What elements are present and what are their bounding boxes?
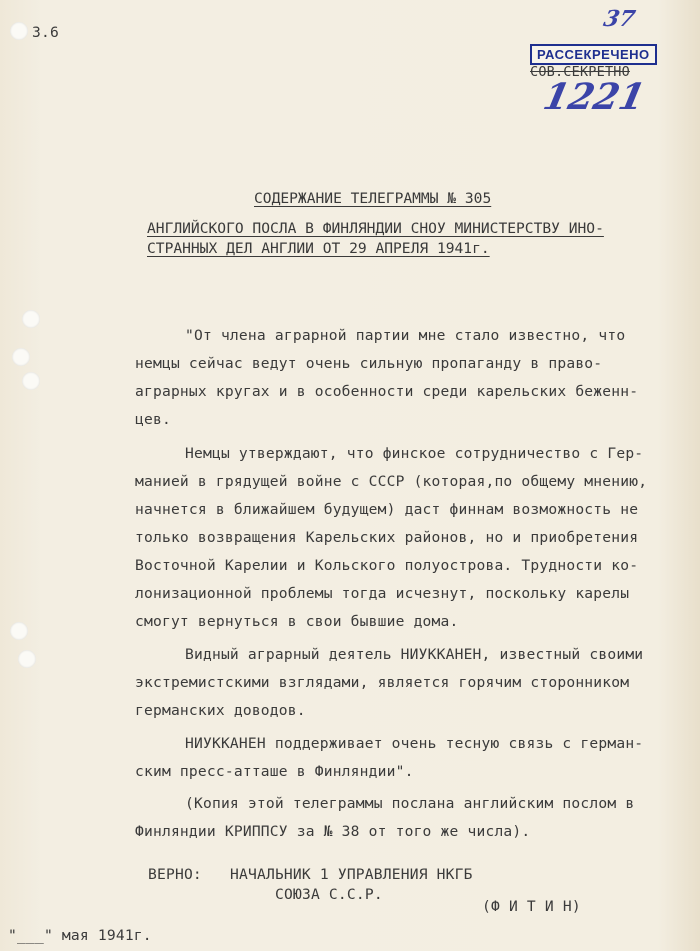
body-line: манией в грядущей войне с СССР (которая,по общему мнению, xyxy=(135,473,648,490)
signature-name: (Ф И Т И Н) xyxy=(482,898,581,915)
body-line: Немцы утверждают, что финское сотрудничество с Гер- xyxy=(185,445,644,462)
body-line: Финляндии КРИППСУ за № 38 от того же числа). xyxy=(135,823,531,840)
handwritten-registration-number: 1221 xyxy=(539,76,649,118)
punch-hole xyxy=(18,650,36,668)
body-line: смогут вернуться в свои бывшие дома. xyxy=(135,613,459,630)
body-line: Восточной Карелии и Кольского полуострова. Трудности ко- xyxy=(135,557,639,574)
body-line: НИУККАНЕН поддерживает очень тесную связь с герман- xyxy=(185,735,644,752)
date-line: "___" мая 1941г. xyxy=(8,927,152,944)
classification-label: СОВ.СЕКРЕТНО xyxy=(530,64,630,80)
body-line: ским пресс-атташе в Финляндии". xyxy=(135,763,414,780)
page-number: 3.6 xyxy=(32,24,59,41)
punch-hole xyxy=(10,622,28,640)
body-line: немцы сейчас ведут очень сильную пропаганду в право- xyxy=(135,355,603,372)
punch-hole xyxy=(10,22,28,40)
signature-position-line-2: СОЮЗА С.С.Р. xyxy=(275,886,383,903)
declassified-stamp: РАССЕКРЕЧЕНО xyxy=(530,44,657,65)
punch-hole xyxy=(22,372,40,390)
body-line: только возвращения Карельских районов, но и приобретения xyxy=(135,529,639,546)
body-line: "От члена аграрной партии мне стало известно, что xyxy=(185,327,626,344)
body-line: лонизационной проблемы тогда исчезнут, поскольку карелы xyxy=(135,585,630,602)
body-line: германских доводов. xyxy=(135,702,306,719)
document-title-line-3: СТРАННЫХ ДЕЛ АНГЛИИ ОТ 29 АПРЕЛЯ 1941г. xyxy=(147,240,490,257)
body-line: цев. xyxy=(135,411,171,428)
body-line: аграрных кругах и в особенности среди карельских беженн- xyxy=(135,383,639,400)
handwritten-sheet-number: 37 xyxy=(601,6,638,32)
body-line: начнется в ближайшем будущем) даст финнам возможность не xyxy=(135,501,639,518)
document-title-line-2: АНГЛИЙСКОГО ПОСЛА В ФИНЛЯНДИИ СНОУ МИНИСТЕРСТВУ ИНО- xyxy=(147,220,604,237)
document-title-line-1: СОДЕРЖАНИЕ ТЕЛЕГРАММЫ № 305 xyxy=(254,190,492,207)
punch-hole xyxy=(12,348,30,366)
signature-position-line-1: НАЧАЛЬНИК 1 УПРАВЛЕНИЯ НКГБ xyxy=(230,866,473,883)
signature-verno: ВЕРНО: xyxy=(148,866,202,883)
punch-hole xyxy=(22,310,40,328)
body-line: (Копия этой телеграммы послана английским послом в xyxy=(185,795,635,812)
body-line: Видный аграрный деятель НИУККАНЕН, известный своими xyxy=(185,646,644,663)
body-line: экстремистскими взглядами, является горячим сторонником xyxy=(135,674,630,691)
